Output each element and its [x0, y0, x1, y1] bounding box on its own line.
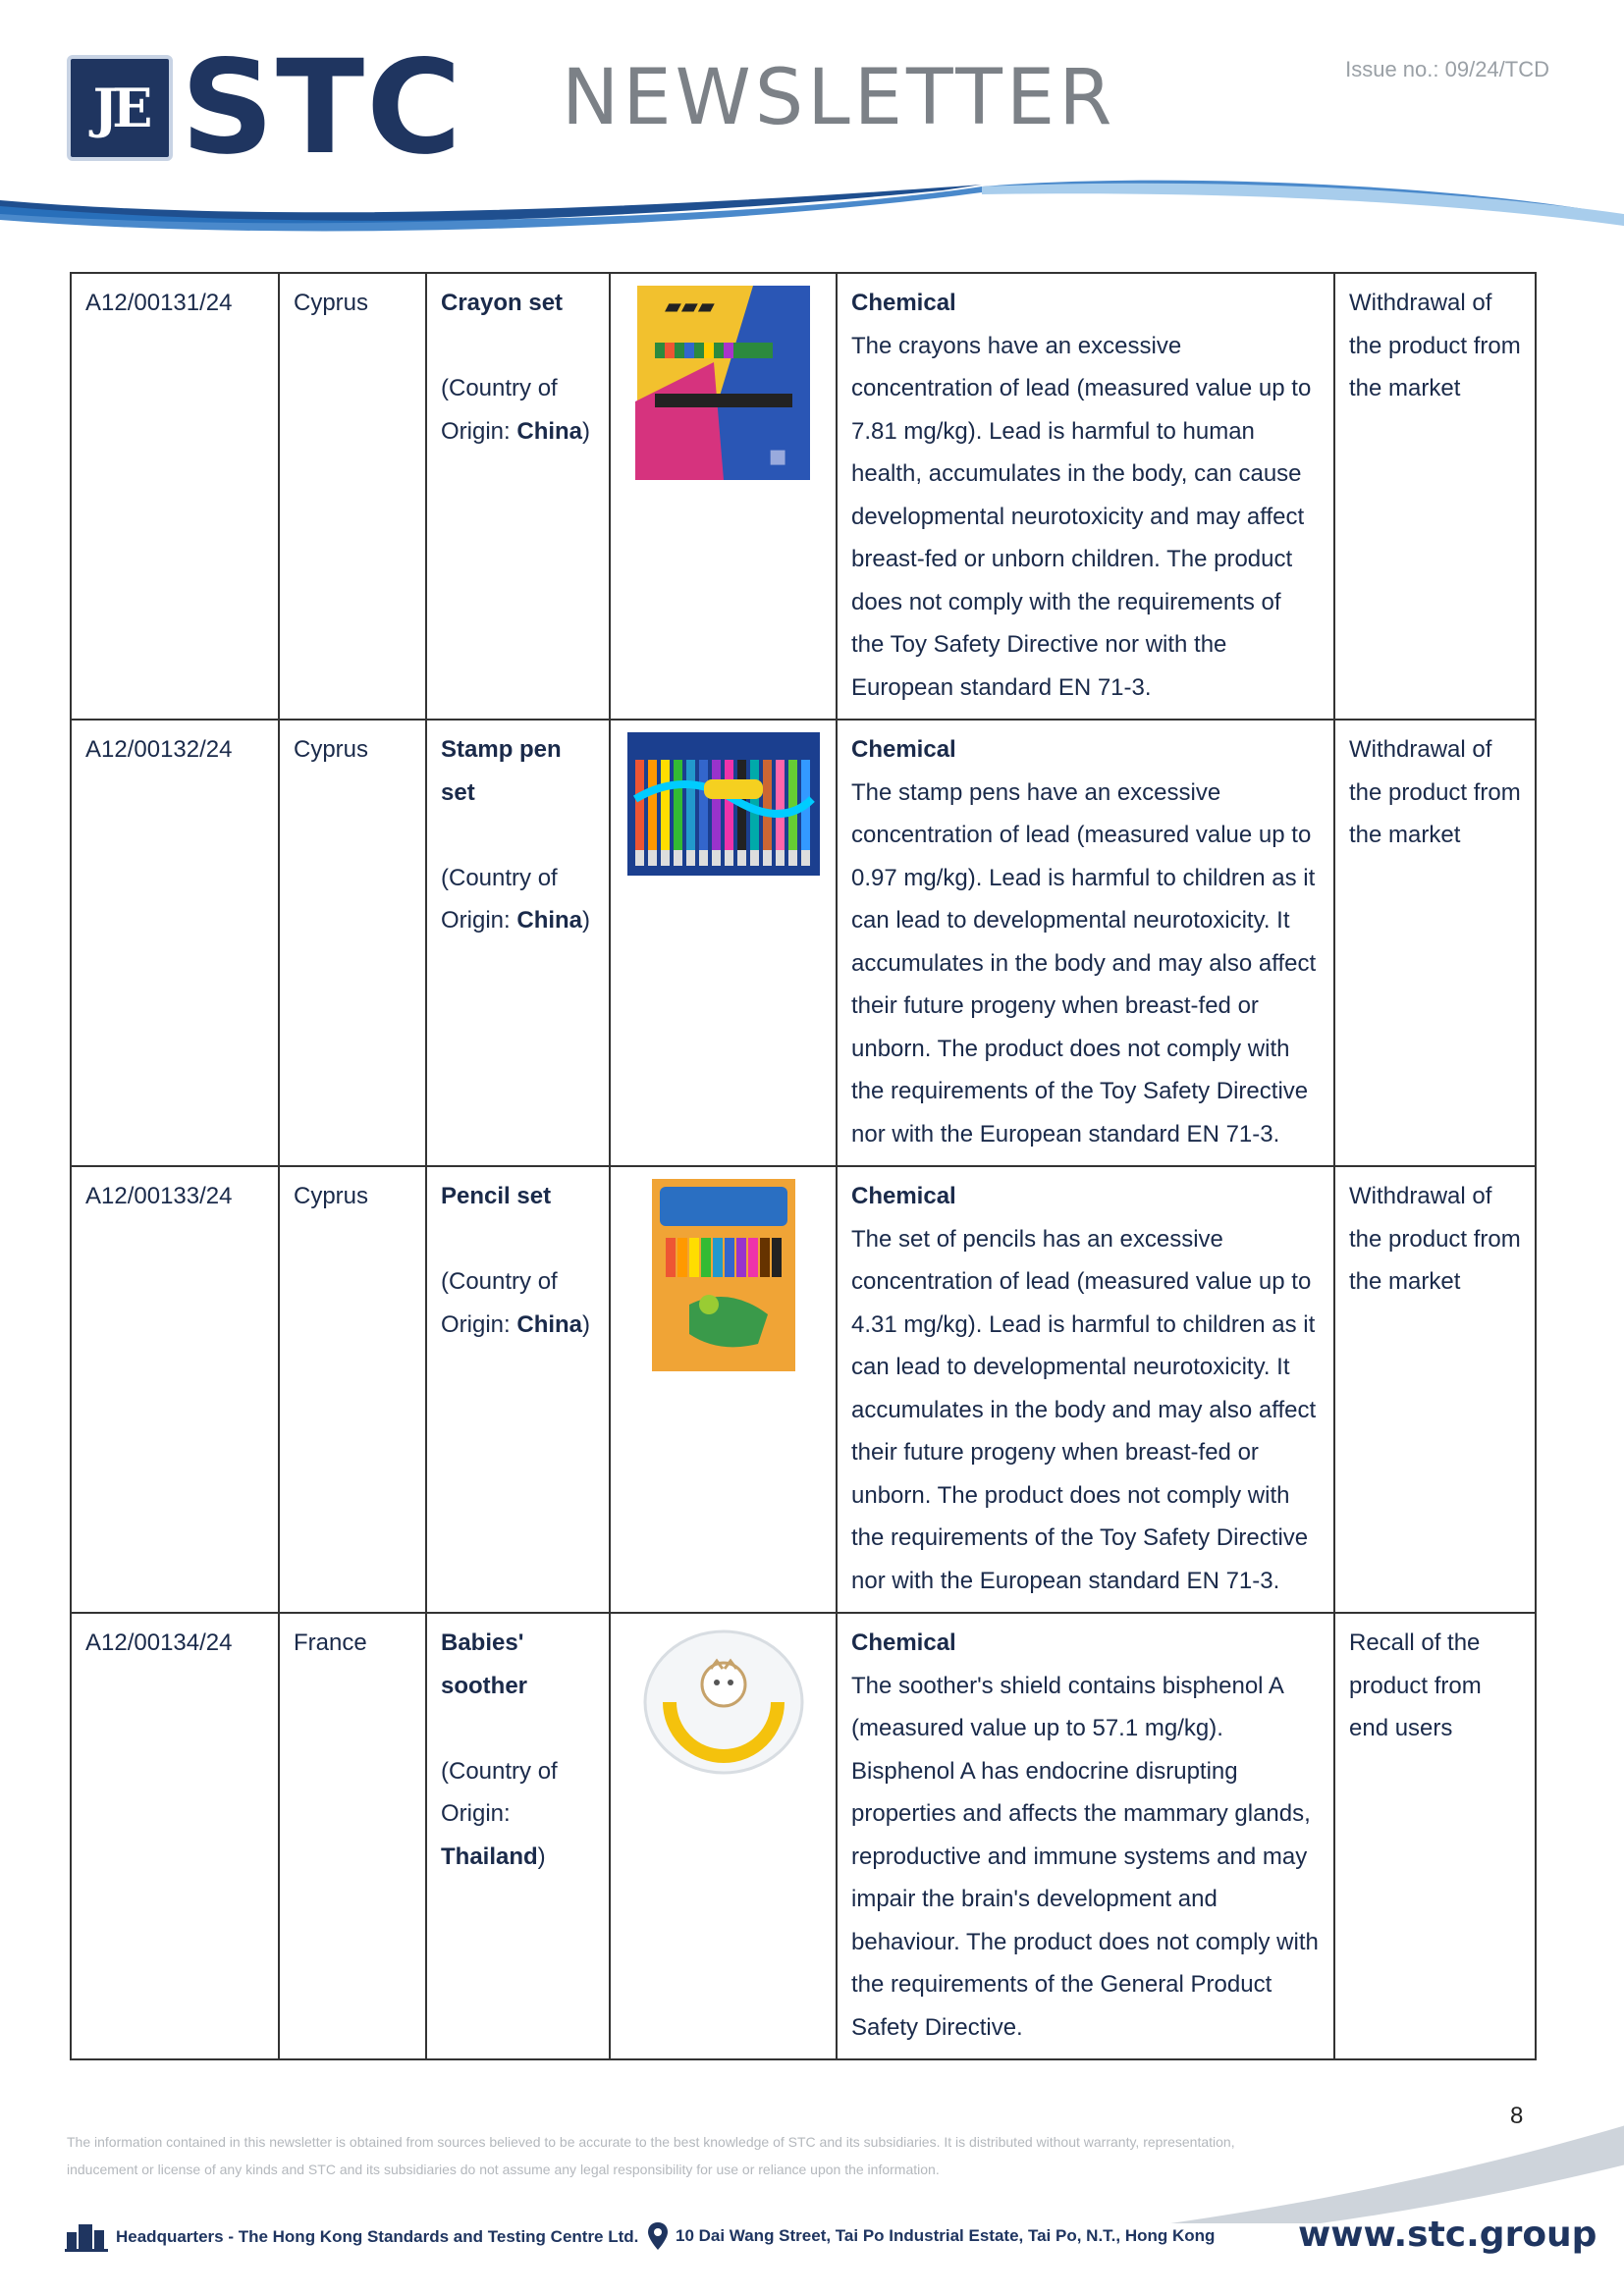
risk-type: Chemical	[851, 290, 956, 316]
crayon-box-image	[635, 284, 812, 480]
description-cell	[837, 273, 1334, 720]
newsletter-title: NEWSLETTER	[562, 54, 1116, 142]
footer-headquarters	[65, 2222, 638, 2252]
page-header	[0, 0, 1624, 265]
header-swoosh	[0, 177, 1624, 255]
description-cell	[837, 1613, 1334, 2059]
measures-taken: Withdrawal of the product from the market	[1349, 290, 1521, 401]
reference-number: A12/00134/24	[85, 1629, 233, 1656]
country-of-origin: (Country of Origin: Thailand)	[441, 1757, 558, 1870]
logo-mark: JE	[67, 55, 173, 161]
disclaimer: The information contained in this newsletter is obtained from sources believed to be accurate to the best knowledge of STC and its subsidiaries. It is distributed without warranty, representation, inducement or license of any kinds and STC and its subsidiaries do not assume any legal responsibility for use or reliance upon the information.	[67, 2134, 1235, 2177]
image-cell	[610, 1166, 837, 1613]
reference-cell	[71, 1166, 279, 1613]
rapex-table	[70, 272, 1537, 2060]
hq-label: Headquarters - The Hong Kong Standards and Testing Centre Ltd.	[116, 2227, 639, 2246]
pencil-set-image	[650, 1177, 797, 1373]
country-cell	[279, 1613, 426, 2059]
image-cell	[610, 1613, 837, 2059]
reference-cell	[71, 273, 279, 720]
product-name: Pencil set	[441, 1183, 552, 1209]
svg-text:▪: ▪	[767, 439, 787, 473]
page-number: 8	[1510, 2103, 1524, 2129]
measures-taken: Recall of the product from end users	[1349, 1629, 1482, 1741]
issue-number: Issue no.: 09/24/TCD	[1345, 57, 1549, 81]
risk-description: The crayons have an excessive concentration of lead (measured value up to 7.81 mg/kg). Lead is harmful to human health, accumulates in the body, can cause developmental neurotoxicity and may affect breast-fed or unborn children. The product does not comply with the requirements of the Toy Safety Directive nor with the European standard EN 71-3.	[851, 332, 1312, 701]
reference-cell	[71, 1613, 279, 2059]
table-row	[71, 1166, 1536, 1613]
measures-taken: Withdrawal of the product from the market	[1349, 1183, 1521, 1295]
product-cell	[426, 720, 610, 1166]
risk-type: Chemical	[851, 736, 956, 763]
risk-type: Chemical	[851, 1183, 956, 1209]
footer-address	[648, 2222, 1215, 2250]
description-cell	[837, 1166, 1334, 1613]
product-cell	[426, 273, 610, 720]
svg-text:▰▰▰: ▰▰▰	[664, 294, 715, 319]
notifying-country: Cyprus	[294, 1183, 369, 1209]
action-cell	[1334, 720, 1536, 1166]
reference-number: A12/00132/24	[85, 736, 233, 763]
product-name: Babies' soother	[441, 1629, 528, 1699]
image-cell	[610, 273, 837, 720]
notifying-country: Cyprus	[294, 290, 369, 316]
reference-number: A12/00133/24	[85, 1183, 233, 1209]
product-cell	[426, 1613, 610, 2059]
table-row	[71, 720, 1536, 1166]
measures-taken: Withdrawal of the product from the market	[1349, 736, 1521, 848]
stamp-pen-image	[625, 730, 822, 878]
reference-cell	[71, 720, 279, 1166]
product-cell	[426, 1166, 610, 1613]
notifying-country: France	[294, 1629, 367, 1656]
country-cell	[279, 273, 426, 720]
country-of-origin: (Country of Origin: China)	[441, 1268, 591, 1338]
country-cell	[279, 720, 426, 1166]
location-pin-icon	[648, 2222, 668, 2250]
stc-logo	[67, 32, 463, 184]
soother-image	[640, 1624, 807, 1781]
country-of-origin: (Country of Origin: China)	[441, 864, 591, 934]
action-cell	[1334, 273, 1536, 720]
table-row	[71, 1613, 1536, 2059]
image-cell	[610, 720, 837, 1166]
notifying-country: Cyprus	[294, 736, 369, 763]
logo-text: STC	[181, 32, 463, 184]
risk-description: The stamp pens have an excessive concentration of lead (measured value up to 0.97 mg/kg). Lead is harmful to children as it can lead to developmental neurotoxicity. It accumulates in the body and may also affect their future progeny when breast-fed or unborn. The product does not comply with the requirements of the Toy Safety Directive nor with the European standard EN 71-3.	[851, 778, 1317, 1148]
footer-swoosh	[0, 2066, 1624, 2223]
address-text: 10 Dai Wang Street, Tai Po Industrial Estate, Tai Po, N.T., Hong Kong	[676, 2226, 1216, 2245]
website-link[interactable]: www.stc.group	[1298, 2215, 1597, 2255]
product-name: Stamp pen set	[441, 736, 562, 806]
risk-type: Chemical	[851, 1629, 956, 1656]
reference-number: A12/00131/24	[85, 290, 233, 316]
description-cell	[837, 720, 1334, 1166]
risk-description: The set of pencils has an excessive concentration of lead (measured value up to 4.31 mg/kg). Lead is harmful to children as it can lead to developmental neurotoxicity. It accumulates in the body and may also affect their future progeny when breast-fed or unborn. The product does not comply with the requirements of the Toy Safety Directive nor with the European standard EN 71-3.	[851, 1225, 1317, 1594]
action-cell	[1334, 1166, 1536, 1613]
country-cell	[279, 1166, 426, 1613]
building-icon	[65, 2222, 108, 2252]
risk-description: The soother's shield contains bisphenol A (measured value up to 57.1 mg/kg). Bisphenol A has endocrine disrupting properties and affects the mammary glands, reproductive and immune systems and may impair the brain's development and behaviour. The product does not comply with the requirements of the General Product Safety Directive.	[851, 1672, 1319, 2041]
action-cell	[1334, 1613, 1536, 2059]
table-row	[71, 273, 1536, 720]
country-of-origin: (Country of Origin: China)	[441, 375, 591, 445]
product-name: Crayon set	[441, 290, 564, 316]
